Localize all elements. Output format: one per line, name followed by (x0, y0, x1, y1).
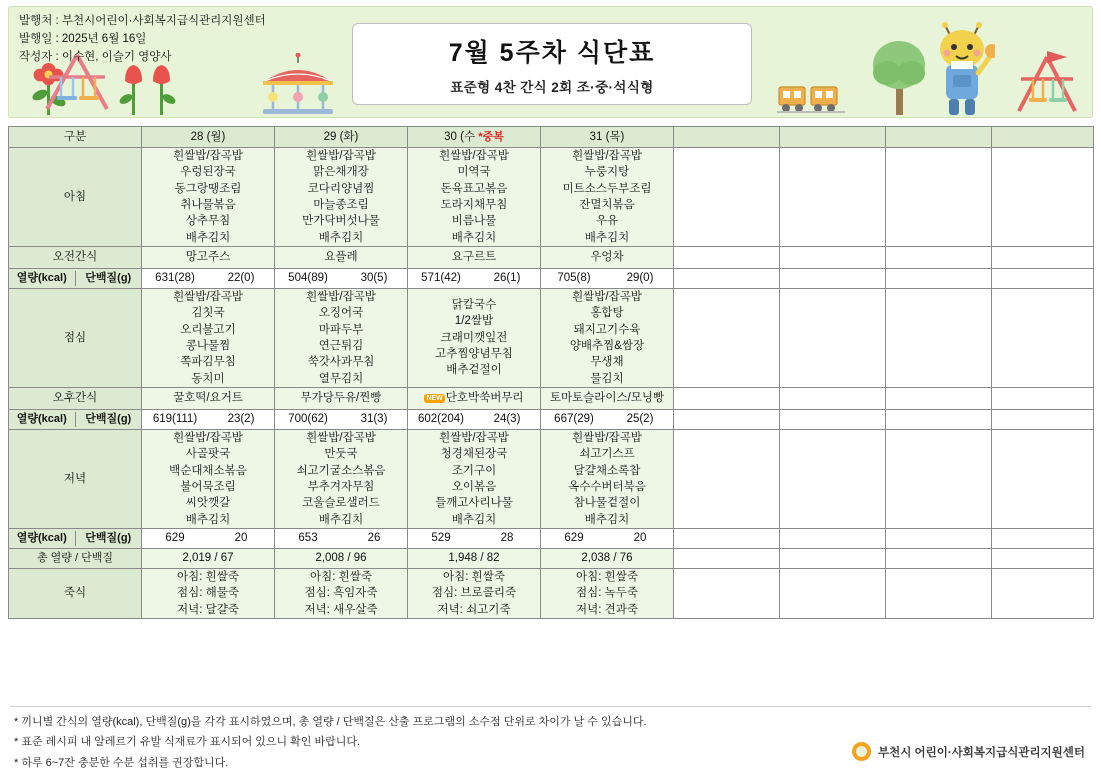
morning-snack-cell-6 (886, 246, 992, 268)
breakfast-protein-1: 30(5) (360, 272, 388, 285)
row-label-dinner-nutrition (9, 528, 142, 548)
dinner-cell-3: 흰쌀밥/잡곡밥 쇠고기스프 달걀채소록찹 옥수수버터북음 참나물겉절이 배추김치 (541, 429, 674, 528)
kcal-label-d: 열량(kcal) (9, 531, 76, 547)
swing-set-right-icon (1009, 49, 1085, 118)
footer-note-1: * 표준 레시피 내 알레르기 유발 식재료가 표시되어 있으니 확인 바랍니다. (14, 736, 361, 749)
page-title: 7월 5주차 식단표 (448, 38, 656, 67)
breakfast-kcal-1: 504(89) (288, 272, 328, 285)
column-header-7 (886, 127, 992, 148)
organization-name: 부천시 어린이·사회복지급식관리지원센터 (878, 746, 1085, 759)
breakfast-cell-7 (992, 148, 1094, 247)
breakfast-nutrition-6 (886, 268, 992, 288)
protein-label-d: 단백질(g) (85, 531, 132, 544)
table-header-row (9, 127, 1094, 148)
dinner-row (9, 429, 1094, 528)
dinner-nutrition-3 (541, 528, 674, 548)
breakfast-cell-1: 흰쌀밥/잡곡밥 맑은채개장 코다리양념찜 마늘종조림 만가닥버섯나물 배추김치 (275, 148, 408, 247)
breakfast-nutrition-0 (142, 268, 275, 288)
lunch-nutrition-1 (275, 409, 408, 429)
dinner-nutrition-6 (886, 528, 992, 548)
dinner-nutrition-row (9, 528, 1094, 548)
lunch-kcal-2: 602(204) (417, 413, 465, 426)
dinner-cell-5 (780, 429, 886, 528)
lunch-cell-7 (992, 288, 1094, 387)
morning-snack-cell-3: 우엉차 (541, 246, 674, 268)
column-header-2: 29 (화) (275, 127, 408, 148)
lunch-cell-1: 흰쌀밥/잡곡밥 오징어국 마파두부 연근튀김 쑥갓사과무침 열무김치 (275, 288, 408, 387)
afternoon-snack-cell-1: 무가당두유/찐빵 (275, 387, 408, 409)
breakfast-protein-3: 29(0) (626, 272, 654, 285)
dinner-cell-0: 흰쌀밥/잡곡밥 사골팟국 백순대채소볶음 불어묵조림 씨앗깻갈 배추김치 (142, 429, 275, 528)
total-cell-3: 2,038 / 76 (541, 548, 674, 568)
morning-snack-row (9, 246, 1094, 268)
juksik-cell-1: 아침: 흰쌀죽 점심: 흑임자죽 저녁: 새우살죽 (275, 568, 408, 618)
total-cell-4 (674, 548, 780, 568)
afternoon-snack-cell-7 (992, 387, 1094, 409)
afternoon-snack-cell-2 (408, 387, 541, 409)
morning-snack-cell-0: 망고주스 (142, 246, 275, 268)
row-label-dinner: 저녁 (9, 429, 142, 528)
lunch-nutrition-4 (674, 409, 780, 429)
lunch-nutrition-7 (992, 409, 1094, 429)
breakfast-nutrition-row (9, 268, 1094, 288)
dinner-kcal-1: 653 (298, 532, 318, 545)
row-label-total: 총 열량 / 단백질 (9, 548, 142, 568)
dinner-cell-4 (674, 429, 780, 528)
dinner-cell-6 (886, 429, 992, 528)
dinner-protein-0: 20 (234, 532, 248, 545)
total-cell-5 (780, 548, 886, 568)
breakfast-nutrition-5 (780, 268, 886, 288)
juksik-cell-5 (780, 568, 886, 618)
lunch-cell-4 (674, 288, 780, 387)
column-header-8 (992, 127, 1094, 148)
lunch-nutrition-2 (408, 409, 541, 429)
dinner-nutrition-7 (992, 528, 1094, 548)
row-label-breakfast-nutrition (9, 268, 142, 288)
row-label-lunch-nutrition (9, 409, 142, 429)
lunch-cell-5 (780, 288, 886, 387)
duplicate-mark: *중복 (478, 130, 504, 143)
page-subtitle: 표준형 4찬 간식 2회 조·중·석식형 (450, 79, 654, 95)
breakfast-nutrition-3 (541, 268, 674, 288)
afternoon-snack-cell-6 (886, 387, 992, 409)
morning-snack-cell-7 (992, 246, 1094, 268)
lunch-cell-2: 닭칼국수 1/2쌀밥 크래미깻잎전 고추찜양념무침 배추겉절이 (408, 288, 541, 387)
afternoon-snack-cell-5 (780, 387, 886, 409)
header-band (8, 6, 1093, 118)
row-label-juksik: 죽식 (9, 568, 142, 618)
juksik-cell-7 (992, 568, 1094, 618)
column-header-5 (674, 127, 780, 148)
carousel-icon (257, 53, 339, 118)
lunch-nutrition-3 (541, 409, 674, 429)
row-label-afternoon-snack: 오후간식 (9, 387, 142, 409)
footer-organization (852, 742, 1085, 761)
footer-note-2: * 하루 6~7잔 충분한 수분 섭취를 권장합니다. (14, 756, 229, 769)
dinner-nutrition-4 (674, 528, 780, 548)
afternoon-snack-cell-4 (674, 387, 780, 409)
total-cell-2: 1,948 / 82 (408, 548, 541, 568)
dinner-kcal-2: 529 (431, 532, 451, 545)
protein-label-b: 단백질(g) (85, 271, 132, 284)
breakfast-cell-0: 흰쌀밥/잡곡밥 우렁된장국 동그랑땡조림 취나물볶음 상추무침 배추김치 (142, 148, 275, 247)
afternoon-snack-cell-2-label: 단호박쑥버무리 (445, 392, 524, 405)
breakfast-kcal-3: 705(8) (557, 272, 591, 285)
dinner-nutrition-5 (780, 528, 886, 548)
column-header-4: 31 (목) (541, 127, 674, 148)
dinner-cell-2: 흰쌀밥/잡곡밥 청경채된장국 조기구이 오이볶음 들깨고사리나물 배추김치 (408, 429, 541, 528)
dinner-nutrition-2 (408, 528, 541, 548)
kcal-label-l: 열량(kcal) (9, 412, 76, 428)
lunch-nutrition-row (9, 409, 1094, 429)
row-label-morning-snack: 오전간식 (9, 246, 142, 268)
breakfast-nutrition-7 (992, 268, 1094, 288)
morning-snack-cell-2: 요구르트 (408, 246, 541, 268)
total-cell-0: 2,019 / 67 (142, 548, 275, 568)
column-header-1: 28 (월) (142, 127, 275, 148)
breakfast-kcal-0: 631(28) (155, 272, 195, 285)
juksik-cell-6 (886, 568, 992, 618)
lunch-kcal-0: 619(111) (152, 413, 198, 426)
breakfast-kcal-2: 571(42) (421, 272, 461, 285)
kcal-label-b: 열량(kcal) (9, 271, 76, 287)
breakfast-nutrition-1 (275, 268, 408, 288)
juksik-cell-2: 아침: 흰쌀죽 점심: 브로콜리죽 저녁: 쇠고기죽 (408, 568, 541, 618)
lunch-protein-2: 24(3) (493, 413, 521, 426)
breakfast-cell-6 (886, 148, 992, 247)
row-label-breakfast: 아침 (9, 148, 142, 247)
meta-author: 작성자 : 이수현, 이슬기 영양사 (19, 50, 172, 63)
column-header-3 (408, 127, 541, 148)
afternoon-snack-cell-0: 꿀호떡/요거트 (142, 387, 275, 409)
lunch-nutrition-5 (780, 409, 886, 429)
document-meta (19, 13, 266, 66)
breakfast-cell-5 (780, 148, 886, 247)
column-header-3-label: 30 (수 (444, 130, 476, 143)
meta-issue-date: 발행일 : 2025년 6월 16일 (19, 32, 147, 45)
dinner-protein-3: 20 (633, 532, 647, 545)
row-label-lunch: 점심 (9, 288, 142, 387)
column-header-0: 구분 (9, 127, 142, 148)
title-box (352, 23, 752, 105)
lunch-row (9, 288, 1094, 387)
breakfast-nutrition-4 (674, 268, 780, 288)
lunch-protein-1: 31(3) (360, 413, 388, 426)
lunch-nutrition-6 (886, 409, 992, 429)
lunch-kcal-1: 700(62) (288, 413, 328, 426)
lunch-protein-3: 25(2) (626, 413, 654, 426)
juksik-cell-0: 아침: 흰쌀죽 점심: 해물죽 저녁: 달걀죽 (142, 568, 275, 618)
new-badge-icon: NEW (426, 394, 443, 402)
menu-table-wrap (8, 126, 1093, 619)
organization-logo-icon (852, 742, 871, 761)
afternoon-snack-cell-3: 토마토슬라이스/모닝빵 (541, 387, 674, 409)
lunch-cell-0: 흰쌀밥/잡곡밥 김칫국 오리불고기 콩나물찜 쪽파김무침 동치미 (142, 288, 275, 387)
tree-icon (871, 31, 929, 117)
dinner-cell-1: 흰쌀밥/잡곡밥 만둣국 쇠고기굴소스볶음 부추겨자무침 코울슬로샐러드 배추김치 (275, 429, 408, 528)
protein-label-l: 단백질(g) (85, 412, 132, 425)
train-icon (777, 81, 847, 118)
breakfast-protein-0: 22(0) (227, 272, 255, 285)
breakfast-nutrition-2 (408, 268, 541, 288)
dinner-kcal-0: 629 (165, 532, 185, 545)
dinner-cell-7 (992, 429, 1094, 528)
dinner-nutrition-1 (275, 528, 408, 548)
lunch-cell-6 (886, 288, 992, 387)
footer-note-0: * 끼니별 간식의 열량(kcal), 단백질(g)을 각각 표시하였으며, 총 열량 / 단백질은 산출 프로그램의 소수점 단위로 차이가 날 수 있습니다. (14, 716, 647, 728)
total-cell-6 (886, 548, 992, 568)
dinner-protein-1: 26 (367, 532, 381, 545)
column-header-6 (780, 127, 886, 148)
breakfast-cell-2: 흰쌀밥/잡곡밥 미역국 돈육표고볶음 도라지채무침 비름나물 배추김치 (408, 148, 541, 247)
mascot-character-icon (929, 21, 995, 118)
total-cell-1: 2,008 / 96 (275, 548, 408, 568)
breakfast-row (9, 148, 1094, 247)
juksik-cell-4 (674, 568, 780, 618)
lunch-protein-0: 23(2) (227, 413, 255, 426)
lunch-kcal-3: 667(29) (554, 413, 594, 426)
lunch-nutrition-0 (142, 409, 275, 429)
lunch-cell-3: 흰쌀밥/잡곡밥 홍합탕 돼지고기수육 양배추찜&쌈장 무생채 물김치 (541, 288, 674, 387)
meta-issuer: 발행처 : 부천시어린이·사회복지급식관리지원센터 (19, 15, 266, 27)
juksik-row (9, 568, 1094, 618)
footer-divider (10, 706, 1091, 707)
afternoon-snack-row (9, 387, 1094, 409)
dinner-protein-2: 28 (500, 532, 514, 545)
juksik-cell-3: 아침: 흰쌀죽 점심: 녹두죽 저녁: 견과죽 (541, 568, 674, 618)
dinner-nutrition-0 (142, 528, 275, 548)
morning-snack-cell-5 (780, 246, 886, 268)
breakfast-cell-4 (674, 148, 780, 247)
breakfast-protein-2: 26(1) (493, 272, 521, 285)
dinner-kcal-3: 629 (564, 532, 584, 545)
morning-snack-cell-1: 요플레 (275, 246, 408, 268)
total-cell-7 (992, 548, 1094, 568)
breakfast-cell-3: 흰쌀밥/잡곡밥 누룽지탕 미트소스두부조림 잔멸치볶음 우유 배추김치 (541, 148, 674, 247)
footer-notes (14, 712, 647, 773)
menu-table (8, 126, 1094, 619)
total-row (9, 548, 1094, 568)
morning-snack-cell-4 (674, 246, 780, 268)
